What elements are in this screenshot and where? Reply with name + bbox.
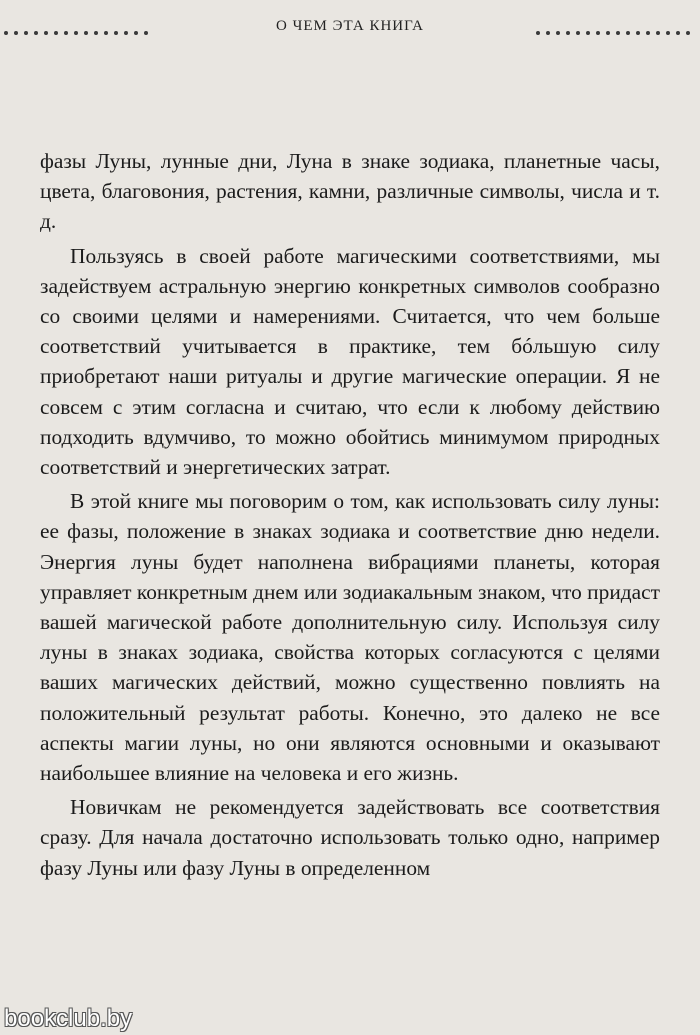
watermark: bookclub.by bbox=[4, 1005, 133, 1032]
running-head: О ЧЕМ ЭТА КНИГА bbox=[275, 18, 425, 34]
paragraph-continuation: фазы Луны, лунные дни, Луна в знаке зодиака, планетные часы, цвета, благовония, растения, камни, различные символы, числа и т. д. bbox=[40, 149, 660, 234]
page-header bbox=[0, 10, 700, 46]
page-body bbox=[40, 146, 660, 883]
paragraph: Новичкам не рекомендуется задействовать все соответствия сразу. Для начала достаточно использовать только одно, например фазу Луны или фазу Луны в определенном bbox=[40, 795, 660, 880]
decorative-dots-right bbox=[536, 24, 696, 30]
paragraph: Пользуясь в своей работе магическими соответствиями, мы задействуем астральную энергию конкретных символов сообразно со своими целями и намерениями. Считается, что чем больше соответствий учитывается в практике, тем бóльшую силу приобретают наши ритуалы и другие магические операции. Я не совсем с этим согласна и считаю, что если к любому действию подходить вдумчиво, то можно обойтись минимумом природных соответствий и энергетических затрат. bbox=[40, 243, 660, 480]
paragraph: В этой книге мы поговорим о том, как использовать силу луны: ее фазы, положение в знаках зодиака и соответствие дню недели. Энергия луны будет наполнена вибрациями планеты, которая управляет конкретным днем или зодиакальным знаком, что придаст вашей магической работе дополнительную силу. Используя силу луны в знаках зодиака, свойства которых согласуются с целями ваших магических действий, можно существенно повлиять на положительный результат работы. Конечно, это далеко не все аспекты магии луны, но они являются основными и оказывают наибольшее влияние на человека и его жизнь. bbox=[40, 489, 660, 786]
